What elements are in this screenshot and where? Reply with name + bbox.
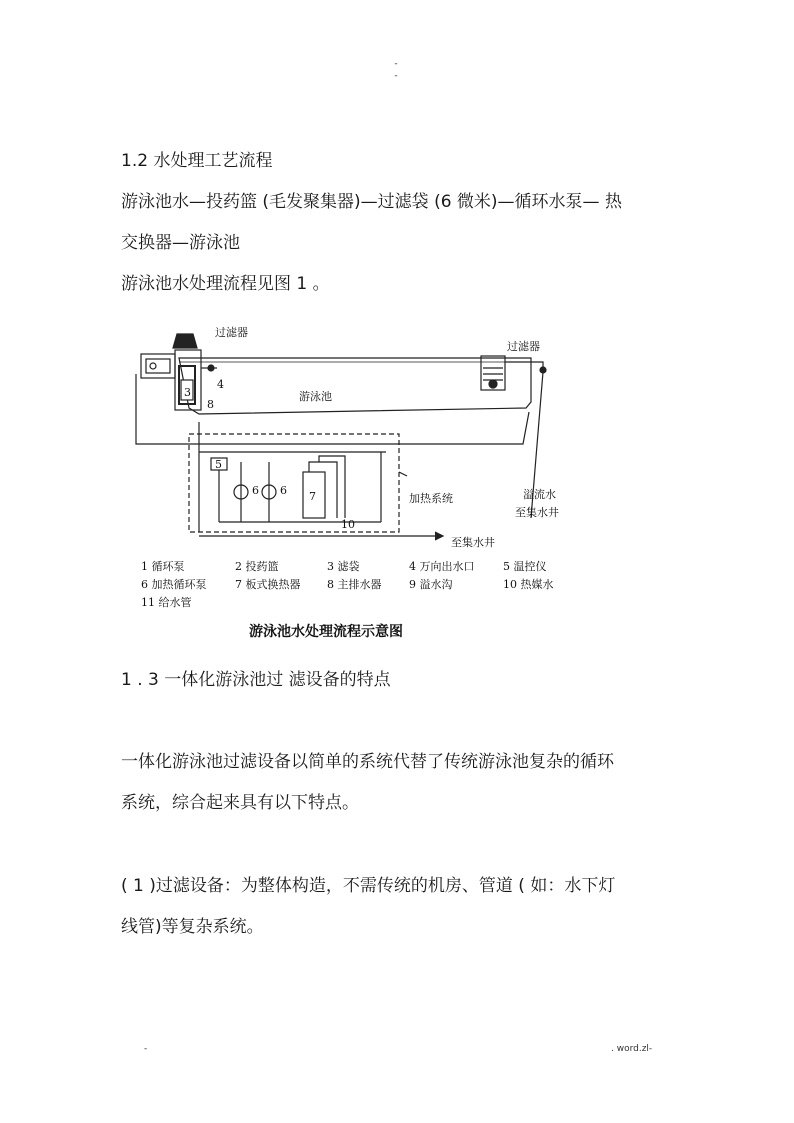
callout-3: 3 (184, 386, 191, 399)
legend-item: 2 投药篮 (235, 560, 279, 573)
callout-7: 7 (309, 490, 316, 503)
legend-item: 5 温控仪 (503, 560, 547, 573)
label-pool: 游泳池 (299, 390, 332, 403)
paragraph-1-line-1: 一体化游泳池过滤设备以简单的系统代替了传统游泳池复杂的循环 (121, 752, 614, 772)
callout-6a: 6 (252, 484, 259, 497)
process-flow-figure (131, 322, 571, 648)
legend-item: 8 主排水器 (327, 578, 382, 591)
label-heating-system: 加热系统 (409, 492, 453, 505)
pool-outline (179, 358, 531, 414)
flow-text-line-1: 游泳池水—投药篮 (毛发聚集器)—过滤袋 (6 微米)—循环水泵— 热 (121, 192, 622, 212)
callout-5: 5 (215, 458, 222, 471)
flow-diagram (131, 322, 571, 648)
legend-item: 11 给水管 (141, 596, 192, 609)
legend-item: 1 循环泵 (141, 560, 185, 573)
legend-item: 9 溢水沟 (409, 578, 453, 591)
callout-4: 4 (217, 378, 224, 391)
legend-item: 4 万向出水口 (409, 560, 475, 573)
legend-item: 3 滤袋 (327, 560, 360, 573)
paragraph-2-line-2: 线管)等复杂系统。 (121, 917, 264, 937)
callout-6b: 6 (280, 484, 287, 497)
label-filter-left: 过滤器 (215, 326, 248, 339)
legend-item: 10 热媒水 (503, 578, 554, 591)
paragraph-1-line-2: 系统，综合起来具有以下特点。 (121, 793, 359, 813)
callout-8: 8 (207, 398, 214, 411)
label-filter-right: 过滤器 (507, 340, 540, 353)
footer-left-mark: - (144, 1044, 148, 1054)
paragraph-2-line-1: ( 1 )过滤设备：为整体构造，不需传统的机房、管道 ( 如：水下灯 (121, 876, 616, 896)
label-overflow-2: 至集水井 (515, 506, 559, 519)
left-filter-cap (173, 334, 197, 348)
flow-text-line-2: 交换器—游泳池 (121, 233, 240, 253)
footer-right-text: . word.zl- (611, 1044, 653, 1054)
legend-item: 7 板式换热器 (235, 578, 301, 591)
header-mark-top: - (394, 59, 398, 69)
figure-caption: 游泳池水处理流程示意图 (249, 624, 403, 640)
figure-reference: 游泳池水处理流程见图 1 。 (121, 274, 330, 294)
heating-system-box (189, 434, 399, 532)
section-heading-1-2: 1.2 水处理工艺流程 (121, 151, 273, 171)
label-to-well: 至集水井 (451, 536, 495, 549)
label-overflow-1: 溢流水 (523, 488, 556, 501)
callout-10: 10 (341, 518, 355, 531)
header-mark-bottom: - (394, 71, 398, 81)
figure-legend (141, 559, 554, 609)
section-heading-1-3: 1 . 3 一体化游泳池过 滤设备的特点 (121, 670, 391, 690)
legend-item: 6 加热循环泵 (141, 578, 207, 591)
